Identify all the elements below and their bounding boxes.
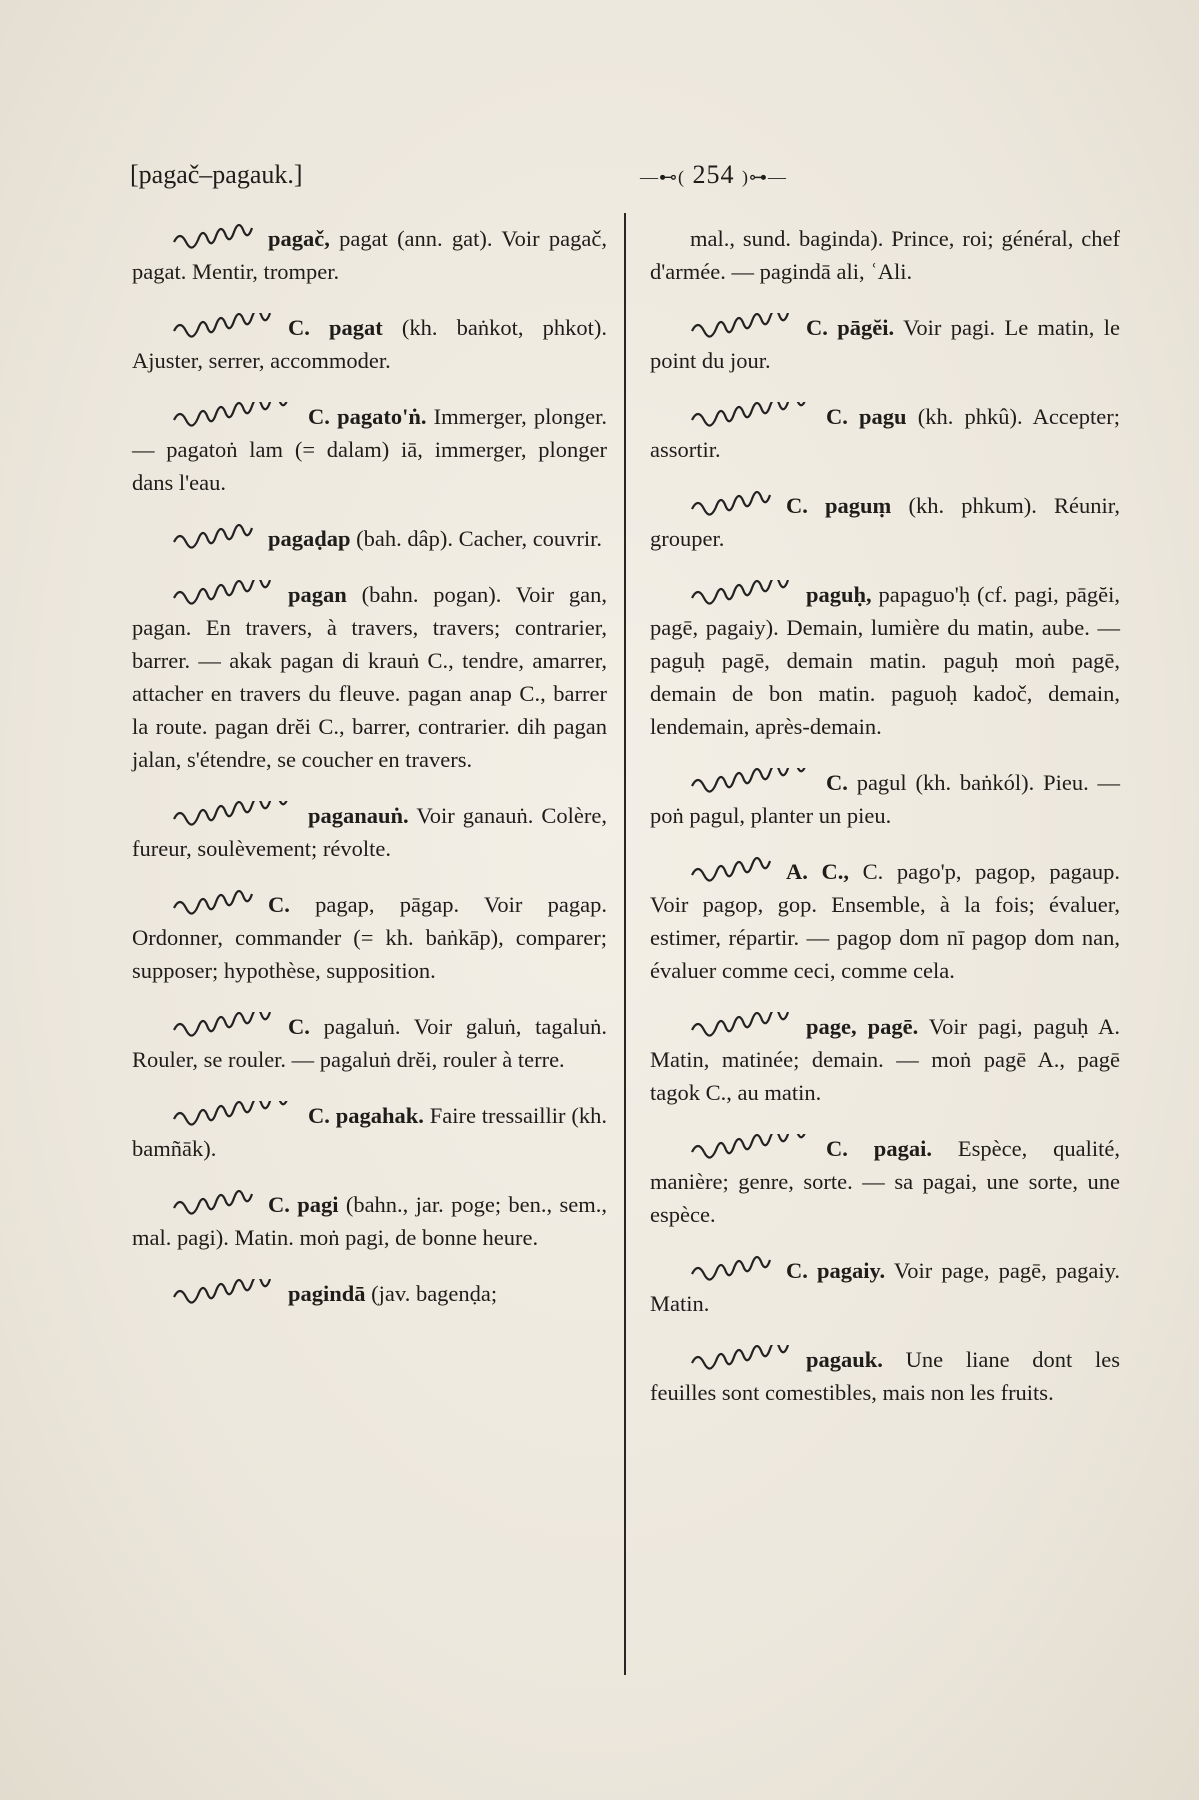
dictionary-entry [132,1188,607,1254]
entry-headword: pagaḍap [268,526,351,551]
cham-script-glyph [172,1190,262,1216]
entry-headword: pagindā [288,1281,366,1306]
cham-script-glyph [172,580,282,606]
dictionary-entry [132,578,607,776]
cham-script-glyph [172,402,302,428]
dictionary-entry [650,400,1120,466]
page-number-block [640,160,787,190]
cham-script-glyph [690,491,780,517]
entry-definition: Faire tressaillir (kh. bamñāk). [132,1103,607,1161]
entry-definition: (jav. bagenḍa; [371,1281,498,1306]
entry-headword: C. pagai. [826,1136,932,1161]
cham-script-glyph [690,1345,800,1371]
dictionary-entry [132,400,607,499]
cham-script-glyph [172,801,302,827]
entry-definition: (kh. phkum). Réunir, grouper. [650,493,1121,551]
cham-script-glyph [172,890,262,916]
dictionary-entry [650,1132,1120,1231]
entry-headword: A. C., [786,859,849,884]
entry-headword: paguḥ, [806,582,872,607]
entry-definition: C. pago'p, pagop, pagaup. Voir pagop, gop. Ensemble, à la fois; évaluer, estimer, répartir. — pagop dom nī pagop dom nan, évaluer comme ceci, comme cela. [650,859,1120,983]
dictionary-entry [650,1343,1120,1409]
entry-headword: C. paguṃ [786,493,892,518]
dictionary-entry [650,855,1120,987]
entry-definition: Une liane dont les feuilles sont comestibles, mais non les fruits. [650,1347,1120,1405]
ornament-left: —⊷( [640,167,685,187]
entry-definition: (kh. phkû). Accepter; assortir. [650,404,1121,462]
dictionary-entry [132,799,607,865]
dictionary-entry [132,1277,607,1310]
dictionary-entry [132,222,607,288]
entry-definition: (kh. baṅkot, phkot). Ajuster, serrer, accommoder. [132,315,607,373]
entry-headword: pagač, [268,226,330,251]
cham-script-glyph [690,580,800,606]
entry-headword: pagauk. [806,1347,883,1372]
cham-script-glyph [172,1279,282,1305]
dictionary-entry [650,766,1120,832]
dictionary-entry [650,1010,1120,1109]
entry-definition: Voir ganauṅ. Colère, fureur, soulèvement; révolte. [132,803,607,861]
entry-definition: papaguo'ḥ (cf. pagi, pāgĕi, pagē, pagaiy). Demain, lumière du matin, aube. — paguḥ pagē, demain matin. paguḥ moṅ pagē, demain de bon matin. paguoḥ kadoč, demain, lendemain, après-demain. [650,582,1120,739]
cham-script-glyph [172,524,262,550]
right-column [650,222,1120,1432]
left-column [132,222,607,1333]
cham-script-glyph [690,1256,780,1282]
cham-script-glyph [690,768,820,794]
entry-headword: C. [826,770,848,795]
entry-definition: (bahn. pogan). Voir gan, pagan. En travers, à travers, travers; contrarier, barrer. — akak pagan di krauṅ C., tendre, amarrer, attacher en travers du fleuve. pagan anap C., barrer la route. pagan drĕi C., barrer, contrarier. dih pagan jalan, s'étendre, se coucher en travers. [132,582,608,772]
cham-script-glyph [690,1134,820,1160]
entry-definition: pagat (ann. gat). Voir pagač, pagat. Mentir, tromper. [132,226,607,284]
entry-definition: pagap, pāgap. Voir pagap. Ordonner, commander (= kh. baṅkāp), comparer; supposer; hypothèse, supposition. [132,892,608,983]
entry-headword: pagan [288,582,347,607]
entry-headword: C. [268,892,290,917]
ornament-right: )⊶— [742,167,787,187]
cham-script-glyph [172,1012,282,1038]
entry-definition: Espèce, qualité, manière; genre, sorte. — sa pagai, une sorte, une espèce. [650,1136,1121,1227]
dictionary-entry [132,522,607,555]
dictionary-entry [132,1010,607,1076]
entry-definition: Voir page, pagē, pagaiy. Matin. [650,1258,1120,1316]
entry-definition: (bahn., jar. poge; ben., sem., mal. pagi). Matin. moṅ pagi, de bonne heure. [132,1192,608,1250]
dictionary-entry [132,311,607,377]
entry-headword: C. pagato'ṅ. [308,404,427,429]
entry-headword: paganauṅ. [308,803,409,828]
entry-definition: mal., sund. baginda). Prince, roi; général, chef d'armée. — pagindā ali, ʿAli. [650,226,1120,284]
dictionary-entry [650,222,1120,288]
entry-definition: pagul (kh. baṅkól). Pieu. — poṅ pagul, planter un pieu. [650,770,1120,828]
entry-headword: C. [288,1014,310,1039]
page-header [130,160,1120,200]
cham-script-glyph [690,313,800,339]
entry-definition: Voir pagi. Le matin, le point du jour. [650,315,1121,373]
cham-script-glyph [172,1101,302,1127]
dictionary-entry [650,489,1120,555]
cham-script-glyph [172,224,262,250]
entry-definition: pagaluṅ. Voir galuṅ, tagaluṅ. Rouler, se rouler. — pagaluṅ drĕi, rouler à terre. [132,1014,607,1072]
dictionary-entry [132,1099,607,1165]
cham-script-glyph [690,857,780,883]
dictionary-entry [650,311,1120,377]
cham-script-glyph [690,402,820,428]
entry-definition: Immerger, plonger. — pagatoṅ lam (= dalam) iā, immerger, plonger dans l'eau. [132,404,607,495]
entry-headword: C. pāgĕi. [806,315,895,340]
entry-headword: C. pagi [268,1192,339,1217]
dictionary-entry [132,888,607,987]
entry-headword: C. pagat [288,315,383,340]
dictionary-entry [650,578,1120,743]
cham-script-glyph [172,313,282,339]
column-divider [624,213,626,1675]
running-head: [pagač–pagauk.] [130,160,303,189]
entry-headword: C. pagu [826,404,907,429]
cham-script-glyph [690,1012,800,1038]
page-number: 254 [692,160,735,189]
entry-definition: Voir pagi, paguḥ A. Matin, matinée; demain. — moṅ pagē A., pagē tagok C., au matin. [650,1014,1121,1105]
entry-definition: (bah. dâp). Cacher, couvrir. [356,526,603,551]
entry-headword: C. pagaiy. [786,1258,886,1283]
entry-headword: page, pagē. [806,1014,919,1039]
entry-headword: C. pagahak. [308,1103,424,1128]
dictionary-entry [650,1254,1120,1320]
